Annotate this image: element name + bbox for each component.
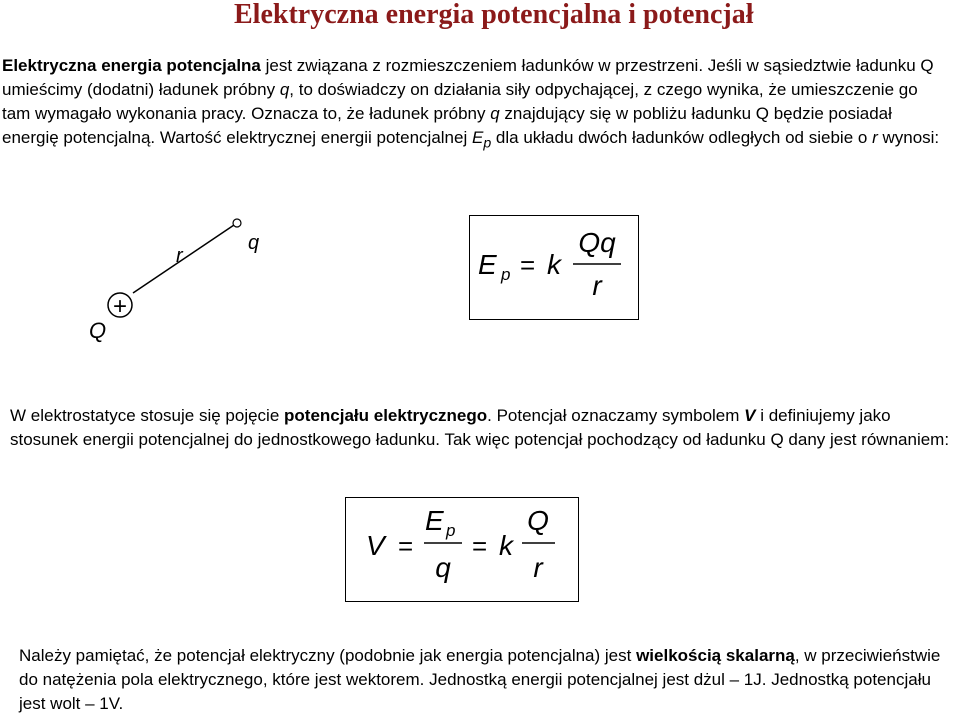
page-title: Elektryczna energia potencjalna i potencjał: [234, 0, 754, 30]
text-segment: , to doświadczy on działania siły odpychającej, z czego wynika, że umieszczenie go tam wymagało wykonania pracy. Oznacza to, że ładunek próbny: [2, 80, 918, 123]
text-segment: wynosi:: [877, 128, 940, 147]
eq1-subscript-p: p: [501, 265, 511, 284]
text-segment: i definiujemy jako stosunek energii potencjalnej do jednostkowego ładunku. Tak więc potencjał pochodzący od ładunku Q dany jest równaniem:: [10, 406, 950, 449]
symbol-V: V: [744, 406, 756, 425]
symbol-r: r: [872, 128, 878, 147]
eq2-denominator-r: r: [533, 552, 543, 583]
distance-r-label: r: [176, 245, 183, 267]
symbol-E: E: [471, 128, 484, 147]
eq2-equals-2: =: [472, 531, 488, 561]
eq1-denominator: r: [592, 270, 602, 301]
text-segment: , w przeciwieństwie do natężenia pola elektrycznego, które jest wektorem. Jednostką energii potencjalnej jest dżul – 1J. Jednostką potencjału jest wolt – 1V.: [19, 646, 941, 713]
text-segment: W elektrostatyce stosuje się pojęcie: [10, 406, 285, 425]
eq1-k: k: [547, 249, 561, 280]
eq2-subscript-p: p: [446, 521, 456, 540]
eq2-V: V: [366, 530, 385, 561]
text-segment: Należy pamiętać, że potencjał elektryczny (podobnie jak energia potencjalna) jest: [19, 646, 637, 665]
eq1-numerator: Qq: [578, 227, 616, 258]
eq2-denominator-q: q: [435, 552, 451, 583]
text-segment: jest związana z rozmieszczeniem ładunków w przestrzeni. Jeśli w sąsiedztwie ładunku Q umieścimy (dodatni) ładunek próbny: [2, 56, 934, 99]
symbol-subscript-p: p: [483, 135, 492, 152]
eq2-numerator-E: E: [425, 505, 444, 536]
scalar-note-paragraph: [19, 644, 959, 716]
symbol-q: q: [490, 104, 500, 123]
charge-q-label: q: [248, 232, 260, 254]
eq2-numerator-Q: Q: [527, 505, 549, 536]
text-segment: znajdujący się w pobliżu ładunku Q będzie posiadał energię potencjalną. Wartość elektrycznej energii potencjalnej: [2, 104, 892, 147]
bold-term-scalar: wielkością skalarną: [636, 646, 795, 665]
eq1-E: E: [478, 249, 497, 280]
eq2-k: k: [499, 530, 513, 561]
text-segment: . Potencjał oznaczamy symbolem: [487, 406, 745, 425]
symbol-q: q: [279, 80, 290, 99]
eq1-equals: =: [520, 250, 536, 280]
text-segment: dla układu dwóch ładunków odległych od siebie o: [491, 128, 873, 147]
bold-term-energy: Elektryczna energia potencjalna: [2, 56, 261, 75]
bold-term-potential: potencjału elektrycznego: [284, 406, 488, 425]
eq2-equals-1: =: [398, 531, 414, 561]
charge-Q-label: Q: [89, 318, 107, 343]
plus-sign: +: [112, 293, 128, 320]
